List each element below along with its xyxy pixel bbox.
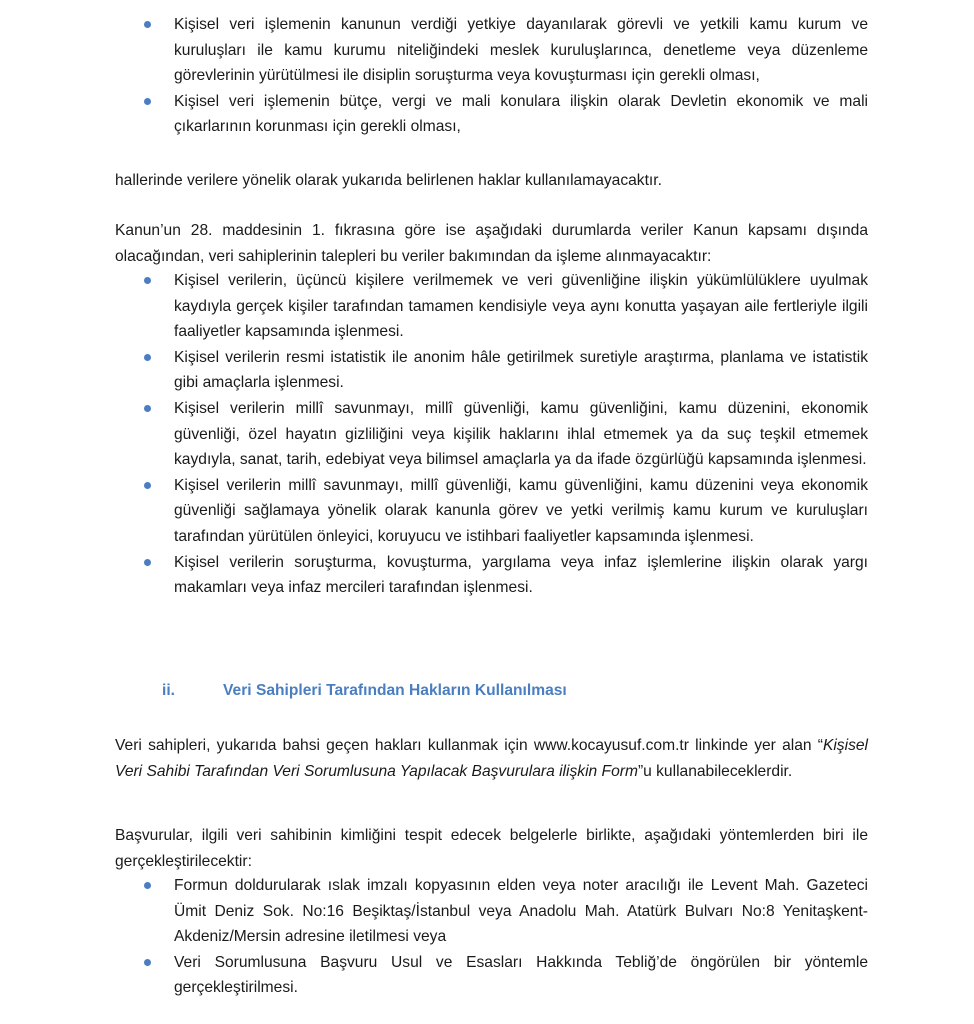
list-item: [0, 345, 974, 396]
bullet-icon: [144, 21, 151, 28]
list-item-text: Formun doldurularak ıslak imzalı kopyasının elden veya noter aracılığı ile Levent Mah. Gazeteci Ümit Deniz Sok. No:16 Beşiktaş/İstanbul veya Anadolu Mah. Atatürk Bulvarı No:8 Yenitaşkent-Akdeniz/Mersin adresine iletilmesi veya: [174, 877, 868, 946]
paragraph-rights-not-applicable: hallerinde verilere yönelik olarak yukarıda belirlenen haklar kullanılamayacaktır.: [115, 172, 662, 189]
paragraph-text: Veri sahipleri, yukarıda bahsi geçen hakları kullanmak için www.kocayusuf.com.tr linkinde yer alan “: [115, 737, 823, 754]
exception-list-2: [0, 268, 974, 601]
list-item-text: Kişisel verilerin soruşturma, kovuşturma, yargılama veya infaz işlemlerine ilişkin olarak yargı makamları veya infaz mercileri tarafından işlenmesi.: [174, 553, 868, 597]
list-item-text: Kişisel veri işlemenin bütçe, vergi ve mali konulara ilişkin olarak Devletin ekonomik ve mali çıkarlarının korunması için gerekli olması,: [174, 92, 868, 136]
paragraph-article-28: Kanun’un 28. maddesinin 1. fıkrasına göre ise aşağıdaki durumlarda veriler Kanun kapsamı dışında olacağından, veri sahiplerinin talepleri bu veriler bakımından da işleme alınmayacaktır:: [115, 222, 868, 265]
bullet-icon: [144, 882, 151, 889]
list-item-text: Kişisel verilerin, üçüncü kişilere verilmemek ve veri güvenliğine ilişkin yükümlülüklere uyulmak kaydıyla gerçek kişiler tarafından tamamen kendisiyle veya aynı konutta yaşayan aile fertleriyle ilgili faaliyetler kapsamında işlenmesi.: [174, 272, 868, 341]
form-name: Kişisel Veri Sahibi Tarafından Veri Sorumlusuna Yapılacak Başvurulara ilişkin Form: [115, 737, 868, 780]
exception-list-1: [0, 12, 974, 140]
list-item: [0, 12, 974, 89]
list-item-text: Kişisel verilerin millî savunmayı, millî güvenliği, kamu güvenliğini, kamu düzenini veya ekonomik güvenliği sağlamaya yönelik olarak kanunla görev ve yetki verilmiş kamu kurum ve kuruluşları tarafından yürütülen önleyici, koruyucu ve istihbari faaliyetler kapsamında işlenmesi.: [174, 476, 868, 545]
list-item: [0, 873, 974, 950]
list-item-text: Kişisel verilerin resmi istatistik ile anonim hâle getirilmek suretiyle araştırma, planlama ve istatistik gibi amaçlarla işlenmesi.: [174, 348, 868, 392]
list-item: [0, 268, 974, 345]
bullet-icon: [144, 959, 151, 966]
list-item-text: Kişisel verilerin millî savunmayı, millî güvenliği, kamu güvenliğini, kamu düzenini, ekonomik güvenliği, özel hayatın gizliliğini veya kişilik haklarını ihlal etmemek ya da suç teşkil etmemek kaydıyla, sanat, tarih, edebiyat veya bilimsel amaçlarla ya da ifade özgürlüğü kapsamında işlenmesi.: [174, 399, 868, 469]
section-number: ii.: [162, 682, 175, 699]
list-item: [0, 89, 974, 140]
bullet-icon: [144, 277, 151, 284]
section-title: Veri Sahipleri Tarafından Hakların Kullanılması: [223, 682, 567, 699]
list-item-text: Veri Sorumlusuna Başvuru Usul ve Esasları Hakkında Tebliğ’de öngörülen bir yöntemle gerçekleştirilmesi.: [174, 953, 868, 997]
list-item: [0, 550, 974, 601]
paragraph-text: ”u kullanabileceklerdir.: [637, 762, 793, 780]
bullet-icon: [144, 405, 151, 412]
bullet-icon: [144, 482, 151, 489]
paragraph-application-form: [115, 733, 868, 784]
bullet-icon: [144, 354, 151, 361]
list-item-text: Kişisel veri işlemenin kanunun verdiği yetkiye dayanılarak görevli ve yetkili kamu kurum ve kuruluşları ile kamu kurumu niteliğindeki meslek kuruluşlarınca, denetleme veya düzenleme görevlerinin yürütülmesi ile disiplin soruşturma veya kovuşturması için gerekli olması,: [174, 16, 868, 85]
bullet-icon: [144, 559, 151, 566]
list-item: [0, 950, 974, 1001]
bullet-icon: [144, 98, 151, 105]
application-method-list: [0, 873, 974, 1001]
list-item: [0, 396, 974, 473]
list-item: [0, 473, 974, 550]
paragraph-application-methods: Başvurular, ilgili veri sahibinin kimliğini tespit edecek belgelerle birlikte, aşağıdaki yöntemlerden biri ile gerçekleştirilecektir:: [115, 827, 868, 870]
